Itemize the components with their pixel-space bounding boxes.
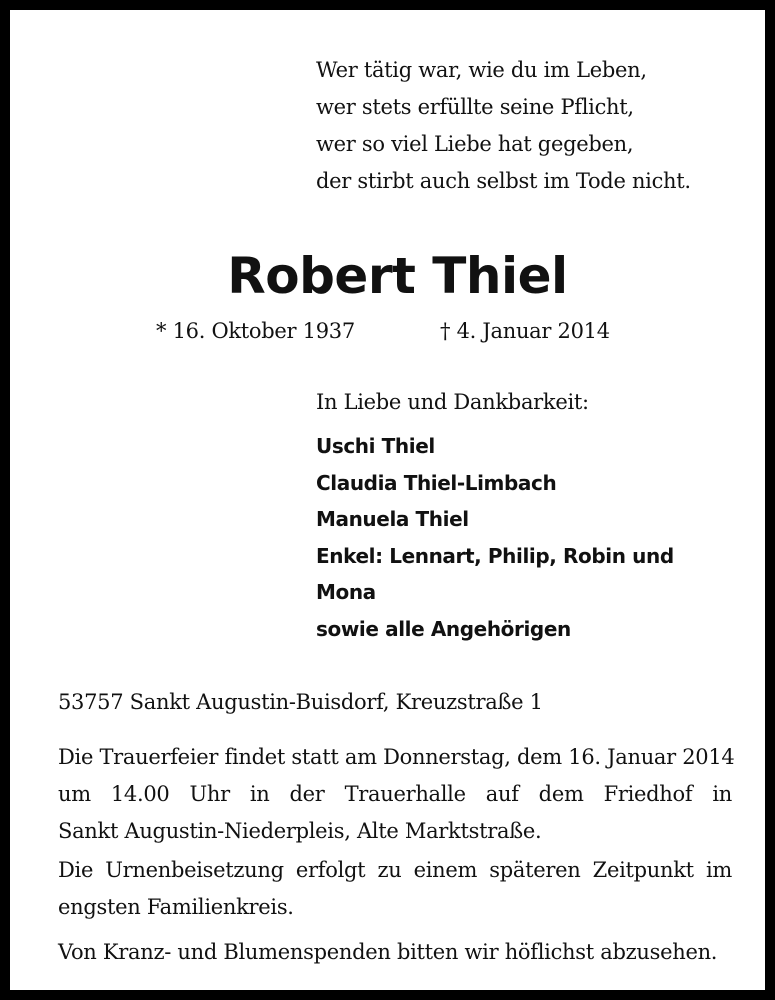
mourner-name: Claudia Thiel-Limbach [316,470,557,495]
burial-notice [58,852,732,926]
poem-line: wer so viel Liebe hat gegeben, [316,132,634,156]
notice-line: um 14.00 Uhr in der Trauerhalle auf dem Friedhof in [58,782,732,806]
notice-line: engsten Familienkreis. [58,895,294,919]
mourner-name: Enkel: Lennart, Philip, Robin und [316,543,674,568]
funeral-notice [58,739,735,850]
flowers-notice [58,934,732,971]
birth-date: * 16. Oktober 1937 [156,319,355,343]
mourner-name: Mona [316,580,376,604]
memorial-poem [316,52,691,200]
mourner-name: Manuela Thiel [316,507,469,531]
poem-line: der stirbt auch selbst im Tode nicht. [316,169,691,193]
thanks-heading: In Liebe und Dankbarkeit: [316,390,589,414]
notice-line: Die Trauerfeier findet statt am Donnerstag, dem 16. Januar 2014 [58,745,735,769]
notice-line: Sankt Augustin-Niederpleis, Alte Marktstraße. [58,819,542,843]
death-date: † 4. Januar 2014 [440,319,610,343]
mourners-list [316,428,674,647]
family-address: 53757 Sankt Augustin-Buisdorf, Kreuzstraße 1 [58,690,543,714]
notice-line: Die Urnenbeisetzung erfolgt zu einem späteren Zeitpunkt im [58,858,732,882]
mourner-name: Uschi Thiel [316,434,435,458]
poem-line: wer stets erfüllte seine Pflicht, [316,95,634,119]
notice-line: Von Kranz- und Blumenspenden bitten wir höflichst abzusehen. [58,940,718,964]
poem-line: Wer tätig war, wie du im Leben, [316,58,647,82]
mourner-name: sowie alle Angehörigen [316,616,571,641]
deceased-name: Robert Thiel [227,247,568,305]
